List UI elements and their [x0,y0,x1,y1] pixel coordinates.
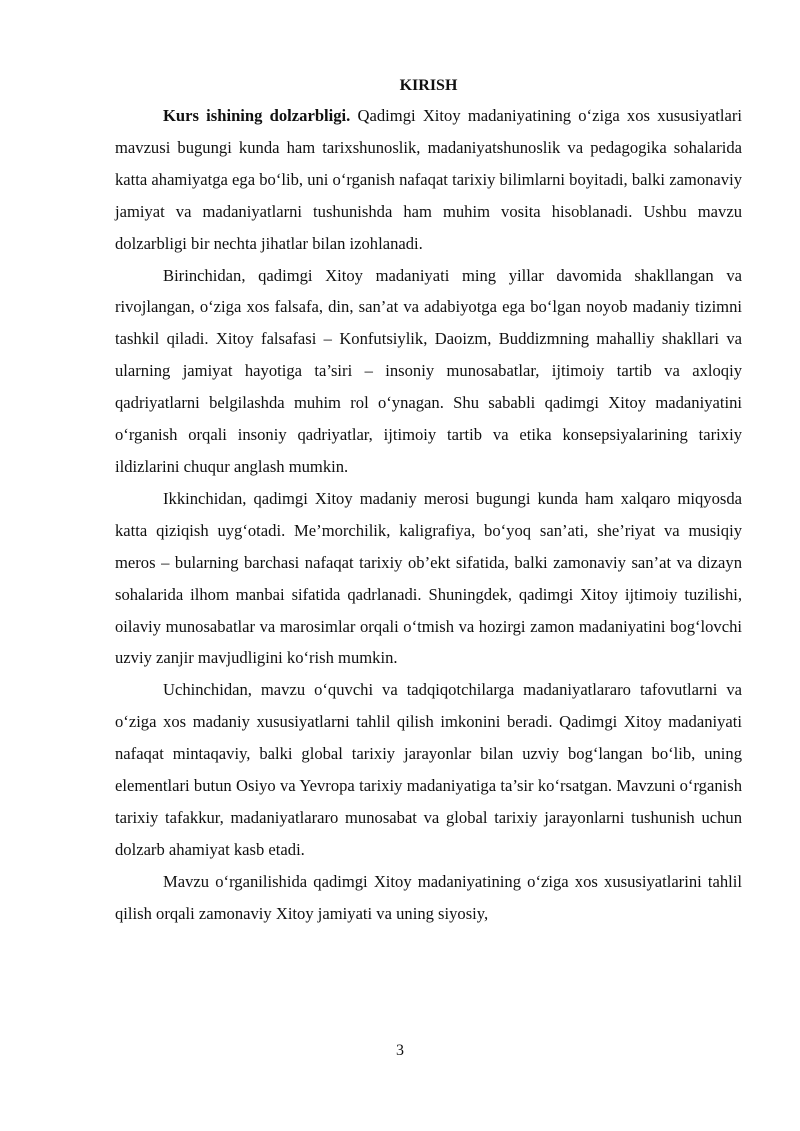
paragraph-second: Ikkinchidan, qadimgi Xitoy madaniy merosi bugungi kunda ham xalqaro miqyosda katta qiziqish uyg‘otadi. Me’morchilik, kaligrafiya, bo‘yoq san’ati, she’riyat va musiqiy meros – bularning barchasi nafaqat tarixiy ob’ekt sifatida, balki zamonaviy san’at va dizayn sohalarida ilhom manbai sifatida qadrlanadi. Shuningdek, qadimgi Xitoy ijtimoiy tuzilishi, oilaviy munosabatlar va marosimlar orqali o‘tmish va hozirgi zamon madaniyatini bog‘lovchi uzviy zanjir mavjudligini ko‘rish mumkin. [115,488,742,668]
document-page [115,75,742,930]
paragraph-relevance [115,100,742,260]
page-number: 3 [396,1042,404,1059]
paragraph-third: Uchinchidan, mavzu o‘quvchi va tadqiqotchilarga madaniyatlararo tafovutlarni va o‘ziga xos madaniy xususiyatlarni tahlil qilish imkonini beradi. Qadimgi Xitoy madaniyati nafaqat mintaqaviy, balki global tarixiy jarayonlar bilan uzviy bog‘langan bo‘lib, uning elementlari butun Osiyo va Yevropa tarixiy madaniyatiga ta’sir ko‘rsatgan. Mavzuni o‘rganish tarixiy tafakkur, madaniyatlararo munosabat va global tarixiy jarayonlarni tushunish uchun dolzarb ahamiyat kasb etadi. [115,680,742,859]
paragraph-first: Birinchidan, qadimgi Xitoy madaniyati ming yillar davomida shakllangan va rivojlangan, o‘ziga xos falsafa, din, san’at va adabiyotga ega bo‘lgan noyob madaniy tizimni tashkil qiladi. Xitoy falsafasi – Konfutsiylik, Daoizm, Buddizmning mahalliy shakllari va ularning jamiyat hayotiga ta’siri – insoniy munosabatlar, ijtimoiy tartib va axloqiy qadriyatlarni belgilashda muhim rol o‘ynagan. Shu sababli qadimgi Xitoy madaniyatini o‘rganish orqali insoniy qadriyatlar, ijtimoiy tartib va etika konsepsiyalarining tarixiy ildizlarini chuqur anglash mumkin. [115,265,742,476]
paragraph-lead: Kurs ishining dolzarbligi. [163,106,351,125]
section-heading: KIRISH [399,77,458,94]
paragraph-text: Qadimgi Xitoy madaniyatining o‘ziga xos xususiyatlari mavzusi bugungi kunda ham tarixshunoslik, madaniyatshunoslik va pedagogika sohalarida katta ahamiyatga ega bo‘lib, uni o‘rganish nafaqat tarixiy bilimlarni boyitadi, balki zamonaviy jamiyat va madaniyatlarni tushunishda ham muhim vosita hisoblanadi. Ushbu mavzu dolzarbligi bir nechta jihatlar bilan izohlanadi. [115,106,742,253]
paragraph-topic: Mavzu o‘rganilishida qadimgi Xitoy madaniyatining o‘ziga xos xususiyatlarini tahlil qilish orqali zamonaviy Xitoy jamiyati va uning siyosiy, [115,871,742,923]
